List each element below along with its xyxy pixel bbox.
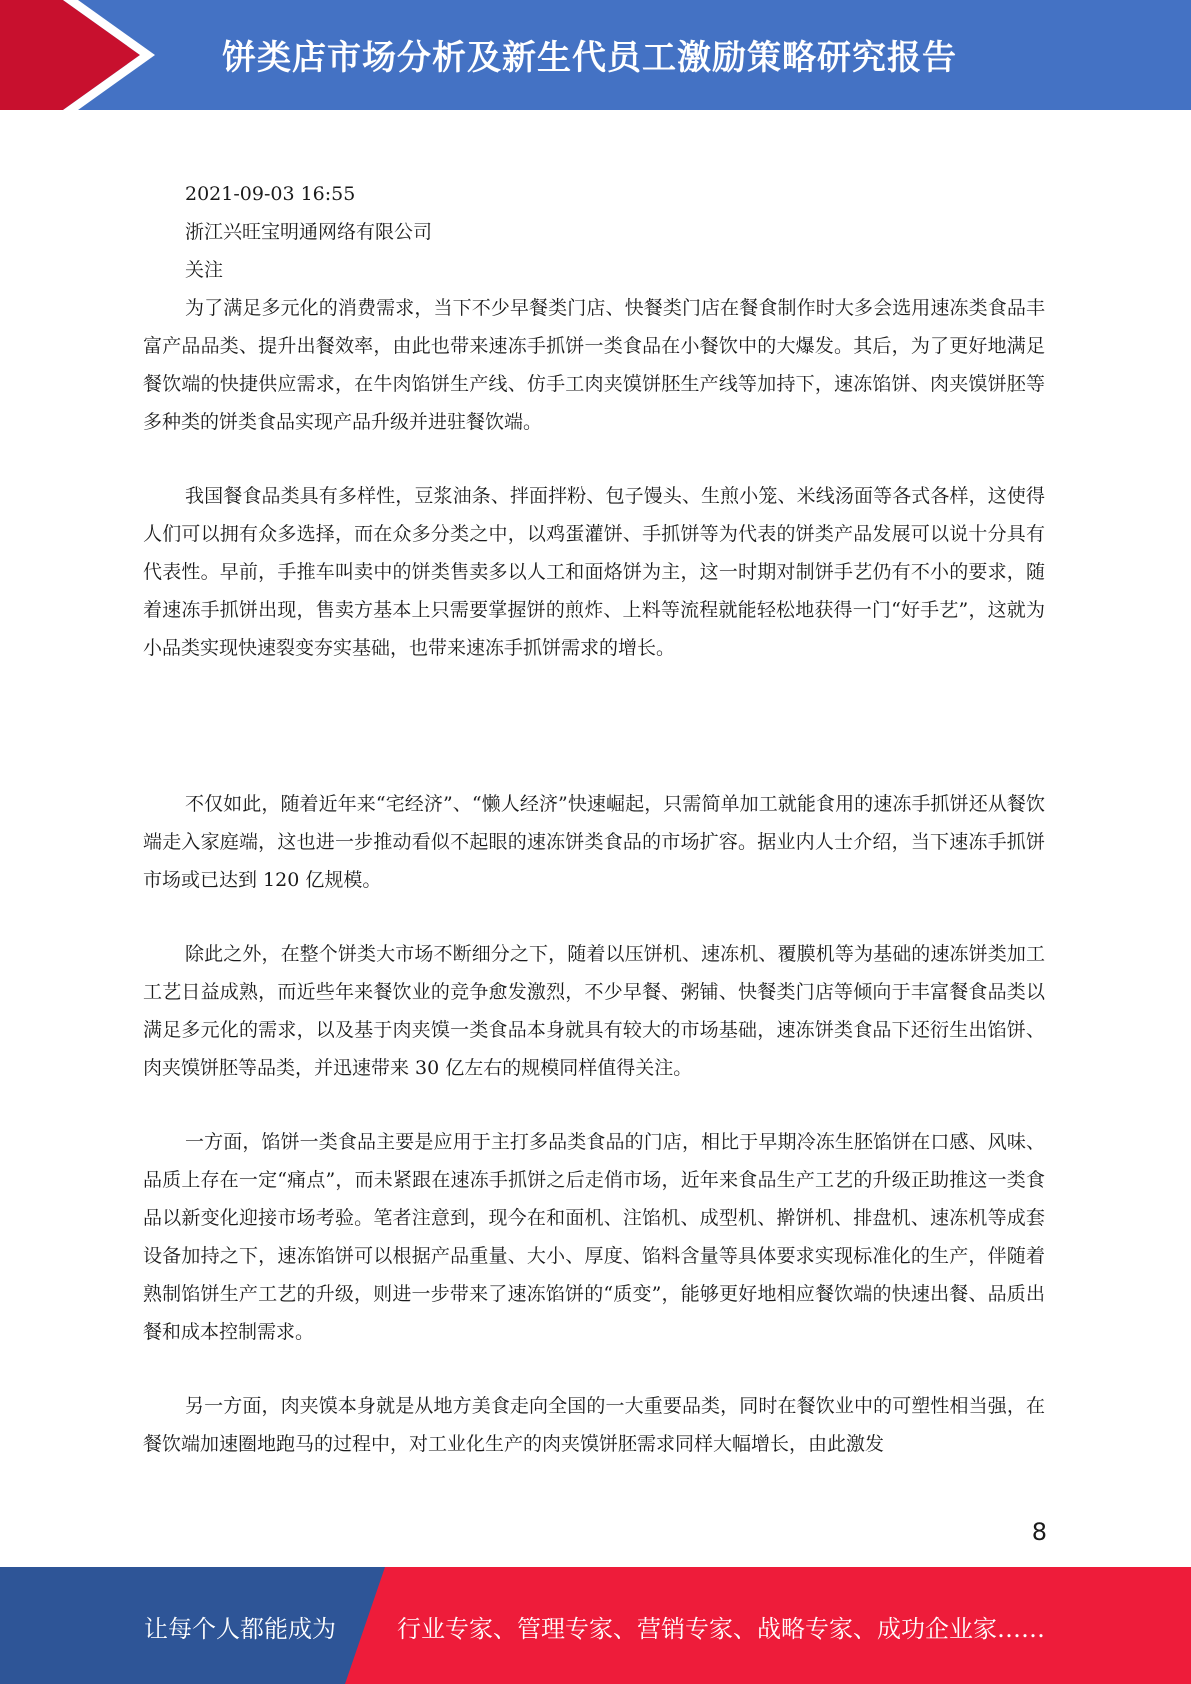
report-title: 饼类店市场分析及新生代员工激励策略研究报告 (222, 38, 957, 78)
follow-link[interactable]: 关注 (185, 259, 224, 281)
paragraph-5: 一方面，馅饼一类食品主要是应用于主打多品类食品的门店，相比于早期冷冻生胚馅饼在口感、风味、品质上存在一定“痛点”，而未紧跟在速冻手抓饼之后走俏市场，近年来食品生产工艺的升级正助推这一类食品以新变化迎接市场考验。笔者注意到，现今在和面机、注馅机、成型机、擀饼机、排盘机、速冻机等成套设备加持之下，速冻馅饼可以根据产品重量、大小、厚度、馅料含量等具体要求实现标准化的生产，伴随着熟制馅饼生产工艺的升级，则进一步带来了速冻馅饼的“质变”，能够更好地相应餐饮端的快速出餐、品质出餐和成本控制需求。 (143, 1131, 1045, 1343)
footer-slogan-right: 行业专家、管理专家、营销专家、战略专家、成功企业家…… (397, 1615, 1045, 1643)
paragraph-3: 不仅如此，随着近年来“宅经济”、“懒人经济”快速崛起，只需简单加工就能食用的速冻手抓饼还从餐饮端走入家庭端，这也进一步推动看似不起眼的速冻饼类食品的市场扩容。据业内人士介绍，当下速冻手抓饼市场或已达到 120 亿规模。 (143, 793, 1045, 891)
paragraph-6: 另一方面，肉夹馍本身就是从地方美食走向全国的一大重要品类，同时在餐饮业中的可塑性相当强，在餐饮端加速圈地跑马的过程中，对工业化生产的肉夹馍饼胚需求同样大幅增长，由此激发 (143, 1395, 1045, 1455)
page-number: 8 (1031, 1518, 1047, 1546)
header-banner (0, 0, 1191, 110)
article-datetime: 2021-09-03 16:55 (185, 183, 356, 205)
article-body (143, 175, 1045, 1463)
paragraph-4: 除此之外，在整个饼类大市场不断细分之下，随着以压饼机、速冻机、覆膜机等为基础的速冻饼类加工工艺日益成熟，而近些年来餐饮业的竞争愈发激烈，不少早餐、粥铺、快餐类门店等倾向于丰富餐食品类以满足多元化的需求，以及基于肉夹馍一类食品本身就具有较大的市场基础，速冻饼类食品下还衍生出馅饼、肉夹馍饼胚等品类，并迅速带来 30 亿左右的规模同样值得关注。 (143, 943, 1045, 1079)
footer-banner (0, 1567, 1191, 1684)
paragraph-1: 为了满足多元化的消费需求，当下不少早餐类门店、快餐类门店在餐食制作时大多会选用速冻类食品丰富产品品类、提升出餐效率，由此也带来速冻手抓饼一类食品在小餐饮中的大爆发。其后，为了更好地满足餐饮端的快捷供应需求，在牛肉馅饼生产线、仿手工肉夹馍饼胚生产线等加持下，速冻馅饼、肉夹馍饼胚等多种类的饼类食品实现产品升级并进驻餐饮端。 (143, 297, 1045, 433)
footer-slogan-left: 让每个人都能成为 (144, 1615, 336, 1643)
paragraph-2: 我国餐食品类具有多样性，豆浆油条、拌面拌粉、包子馒头、生煎小笼、米线汤面等各式各样，这使得人们可以拥有众多选择，而在众多分类之中，以鸡蛋灌饼、手抓饼等为代表的饼类产品发展可以说十分具有代表性。早前，手推车叫卖中的饼类售卖多以人工和面烙饼为主，这一时期对制饼手艺仍有不小的要求，随着速冻手抓饼出现，售卖方基本上只需要掌握饼的煎炸、上料等流程就能轻松地获得一门“好手艺”，这就为小品类实现快速裂变夯实基础，也带来速冻手抓饼需求的增长。 (143, 485, 1045, 659)
article-source: 浙江兴旺宝明通网络有限公司 (185, 221, 433, 243)
